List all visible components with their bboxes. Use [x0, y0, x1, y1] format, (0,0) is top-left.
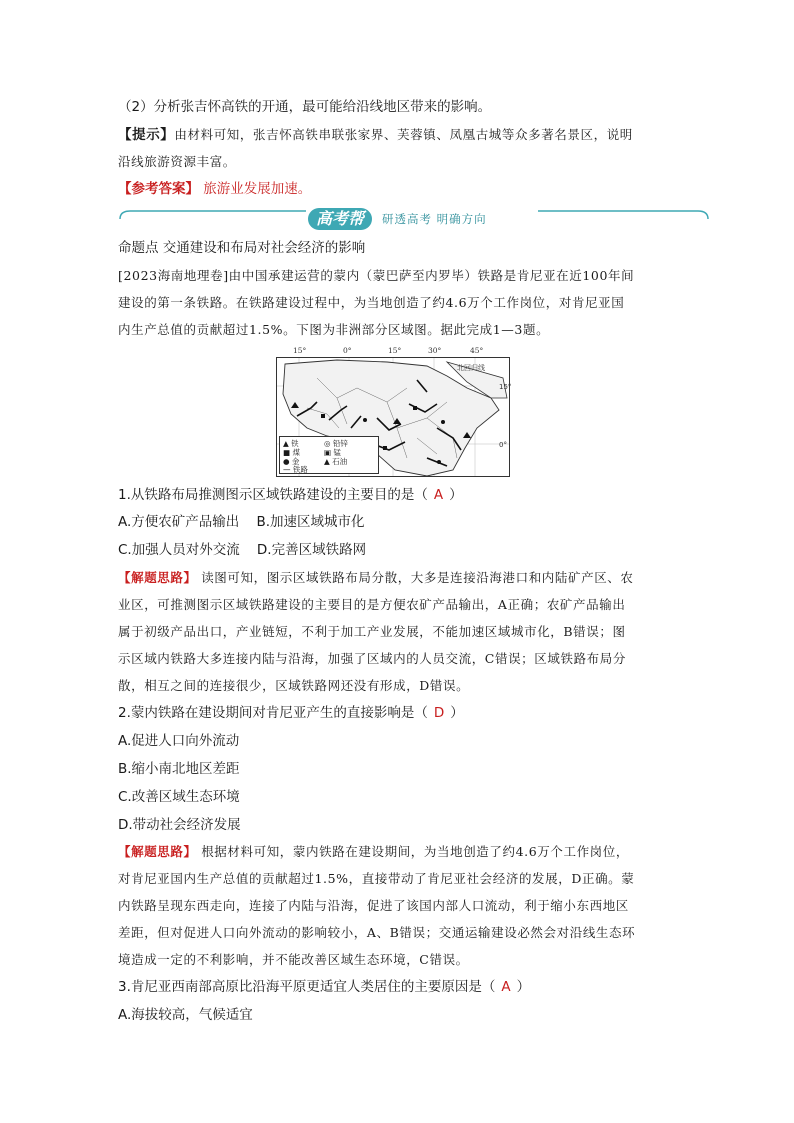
q2-close: ） — [450, 705, 464, 721]
q1-analysis-3: 属于初级产品出口，产业链短，不利于加工产业发展，不能加速区域城市化，B错误；图 — [118, 624, 626, 639]
q2-option-c: C.改善区域生态环境 — [118, 789, 240, 805]
legend-item: ● 金 — [283, 457, 300, 466]
legend-item: — 铁路 — [283, 465, 308, 474]
answer-tag: 【参考答案】 — [118, 181, 199, 197]
q2-analysis-tag: 【解题思路】 — [118, 844, 197, 859]
q2-analysis-text: 根据材料可知，蒙内铁路在建设期间，为当地创造了约4.6万个工作岗位， — [201, 844, 629, 859]
material-line3: 内生产总值的贡献超过1.5%。下图为非洲部分区域图。据此完成1—3题。 — [118, 322, 550, 337]
q2-stem-text: 2.蒙内铁路在建设期间对肯尼亚产生的直接影响是（ — [118, 705, 428, 721]
q1-analysis-5: 散，相互之间的连接很少，区域铁路网还没有形成，D错误。 — [118, 678, 470, 693]
q2-answer: D — [433, 705, 445, 721]
q2-analysis-1 — [118, 842, 629, 862]
q1-analysis-4: 示区域内铁路大多连接内陆与沿海，加强了区域内的人员交流，C错误；区域铁路布局分 — [118, 651, 626, 666]
lat-label: 0° — [499, 441, 507, 449]
lat-label: 15° — [499, 383, 512, 391]
legend-item: ■ 煤 — [283, 448, 300, 457]
q3-stem — [118, 977, 530, 997]
africa-map — [276, 357, 510, 477]
material-line2: 建设的第一条铁路。在铁路建设过程中，为当地创造了约4.6万个工作岗位，对肯尼亚国 — [118, 295, 625, 310]
lon-label: 30° — [428, 346, 442, 355]
legend-item: ◎ 铅锌 — [324, 439, 348, 448]
q1-options-ab: A.方便农矿产品输出 B.加速区域城市化 — [118, 514, 365, 530]
q1-answer: A — [433, 487, 444, 503]
legend-item: ▲ 铁 — [283, 439, 299, 448]
q1-analysis-text: 读图可知，图示区域铁路布局分散，大多是连接沿海港口和内陆矿产区、农 — [201, 570, 634, 585]
q1-options-cd: C.加强人员对外交流 D.完善区域铁路网 — [118, 542, 367, 558]
answer-text: 旅游业发展加速。 — [203, 181, 312, 197]
q2-analysis-5: 境造成一定的不利影响，并不能改善区域生态环境，C错误。 — [118, 952, 469, 967]
part2-answer — [118, 179, 311, 199]
q3-close: ） — [516, 979, 531, 995]
hint-tag: 【提示】 — [118, 127, 175, 143]
q1-analysis-tag: 【解题思路】 — [118, 570, 197, 585]
q2-analysis-2: 对肯尼亚国内生产总值的贡献超过1.5%，直接带动了肯尼亚社会经济的发展，D正确。蒙 — [118, 871, 635, 886]
topic-heading: 命题点 交通建设和布局对社会经济的影响 — [118, 240, 366, 256]
lon-label: 15° — [293, 346, 307, 355]
material-line1: [2023海南地理卷]由中国承建运营的蒙内（蒙巴萨至内罗毕）铁路是肯尼亚在近100年间 — [118, 268, 635, 283]
hint-line2: 沿线旅游资源丰富。 — [118, 154, 236, 169]
q1-analysis-2: 业区，可推测图示区域铁路建设的主要目的是方便农矿产品输出，A正确；农矿产品输出 — [118, 597, 626, 612]
lon-label: 45° — [470, 346, 484, 355]
q2-analysis-4: 差距，但对促进人口向外流动的影响较小，A、B错误；交通运输建设必然会对沿线生态环 — [118, 925, 636, 940]
hint-line1: 由材料可知，张吉怀高铁串联张家界、芙蓉镇、凤凰古城等众多著名景区，说明 — [174, 127, 633, 142]
map-equator-label: 北回归线 — [457, 364, 485, 372]
q1-stem — [118, 485, 463, 505]
q1-close: ） — [449, 487, 463, 503]
q2-option-d: D.带动社会经济发展 — [118, 817, 241, 833]
lon-label: 0° — [343, 346, 352, 355]
legend-item: ▲ 石油 — [324, 457, 348, 466]
banner-subtitle: 研透高考 明确方向 — [382, 212, 487, 226]
map-legend — [279, 436, 379, 474]
part2-hint — [118, 125, 633, 145]
q2-analysis-3: 内铁路呈现东西走向，连接了内陆与沿海，促进了该国内部人口流动，利于缩小东西地区 — [118, 898, 629, 913]
q3-option-a: A.海拔较高，气候适宜 — [118, 1007, 253, 1023]
q1-analysis-1 — [118, 568, 634, 588]
part2-question: （2）分析张吉怀高铁的开通，最可能给沿线地区带来的影响。 — [118, 99, 492, 115]
q3-answer: A — [501, 979, 511, 995]
banner-title: 高考帮 — [308, 208, 372, 230]
gaokaobang-banner — [118, 207, 710, 233]
q2-option-a: A.促进人口向外流动 — [118, 733, 240, 749]
lon-label: 15° — [388, 346, 402, 355]
q2-stem — [118, 703, 464, 723]
legend-item: ▣ 锰 — [324, 448, 341, 457]
q1-stem-text: 1.从铁路布局推测图示区域铁路建设的主要目的是（ — [118, 487, 428, 503]
q3-stem-text: 3.肯尼亚西南部高原比沿海平原更适宜人类居住的主要原因是（ — [118, 979, 496, 995]
q2-option-b: B.缩小南北地区差距 — [118, 761, 240, 777]
